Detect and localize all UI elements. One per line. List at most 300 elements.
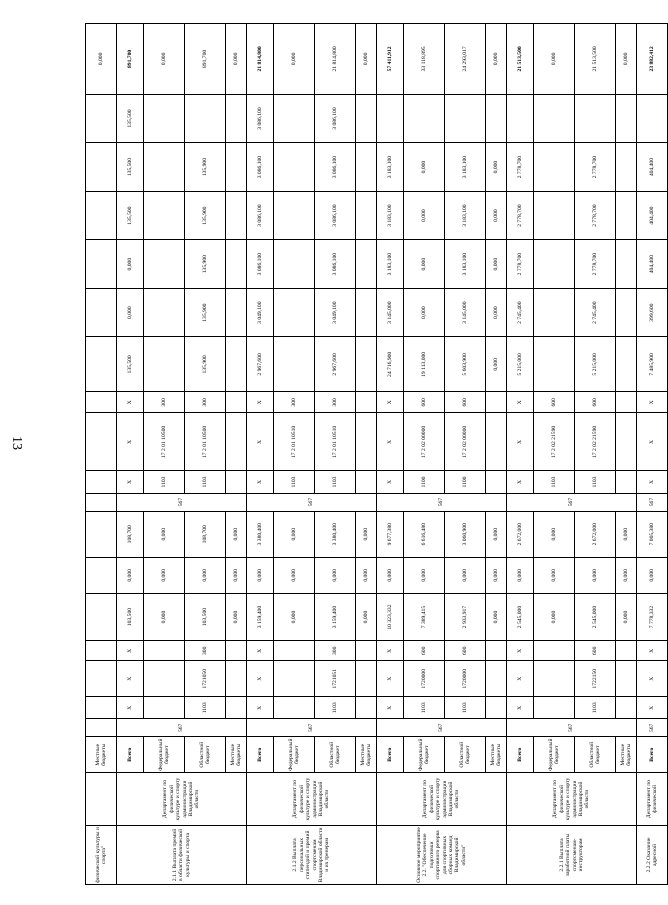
value-cell: X: [637, 697, 668, 719]
value-cell: 1103: [315, 697, 356, 719]
value-cell: 600: [445, 641, 486, 661]
value-cell: 5 215,000: [575, 337, 616, 392]
value-cell: 135,900: [185, 240, 226, 289]
value-cell: X: [117, 471, 144, 493]
value-cell: 108,700: [117, 511, 144, 557]
value-cell: [226, 240, 247, 289]
value-cell: [616, 413, 637, 471]
value-cell: [534, 661, 575, 697]
value-cell: [616, 191, 637, 240]
value-cell: X: [247, 392, 274, 413]
value-cell: 1103: [404, 697, 445, 719]
budget-table: [85, 23, 668, 885]
value-cell: 6 616,480: [404, 511, 445, 557]
value-cell: [226, 288, 247, 337]
value-cell: [616, 471, 637, 493]
value-cell: 0,000: [445, 557, 486, 593]
grbs-cell: 567: [247, 719, 377, 737]
activity-name-cell: 2.2.2 Оказание адресной: [637, 825, 668, 884]
value-cell: [185, 94, 226, 143]
value-cell: [356, 413, 377, 471]
value-cell: 2 672,000: [507, 511, 534, 557]
value-cell: [274, 641, 315, 661]
responsible-cell: Департамент по физической культуре и спорту администрации Владимирской области: [117, 773, 247, 826]
value-cell: 600: [575, 641, 616, 661]
table-row: [575, 24, 616, 885]
value-cell: [616, 697, 637, 719]
value-cell: 0,000: [404, 191, 445, 240]
value-cell: 108,700: [185, 511, 226, 557]
value-cell: 2 672,000: [575, 511, 616, 557]
value-cell: [86, 557, 117, 593]
value-cell: 3 086,100: [247, 143, 274, 192]
value-cell: [616, 288, 637, 337]
value-cell: 0,000: [404, 288, 445, 337]
value-cell: 0,000: [616, 557, 637, 593]
value-cell: [274, 191, 315, 240]
value-cell: 1722150: [575, 661, 616, 697]
grbs-cell: 567: [637, 719, 668, 737]
value-cell: 300: [315, 641, 356, 661]
value-cell: 891,700: [185, 24, 226, 95]
value-cell: 103,500: [117, 593, 144, 640]
value-cell: [86, 697, 117, 719]
value-cell: [356, 641, 377, 661]
value-cell: [86, 471, 117, 493]
value-cell: 135,500: [117, 94, 144, 143]
value-cell: [534, 240, 575, 289]
value-cell: 300: [185, 392, 226, 413]
value-cell: X: [637, 661, 668, 697]
value-cell: 3 380,400: [315, 511, 356, 557]
value-cell: 0,000: [356, 557, 377, 593]
table-body: [86, 24, 668, 885]
value-cell: 17 2 02 21590: [575, 413, 616, 471]
value-cell: [534, 94, 575, 143]
value-cell: [144, 288, 185, 337]
value-cell: [144, 661, 185, 697]
value-cell: [226, 661, 247, 697]
table-row: [226, 24, 247, 885]
value-cell: 0,000: [226, 557, 247, 593]
value-cell: 2 967,600: [315, 337, 356, 392]
value-cell: 0,000: [616, 511, 637, 557]
value-cell: [86, 641, 117, 661]
value-cell: [226, 413, 247, 471]
value-cell: 1103: [575, 471, 616, 493]
value-cell: X: [247, 641, 274, 661]
value-cell: X: [117, 697, 144, 719]
value-cell: [616, 392, 637, 413]
value-cell: 0,000: [226, 511, 247, 557]
value-cell: 1103: [185, 471, 226, 493]
value-cell: X: [507, 392, 534, 413]
value-cell: 3 183,100: [377, 143, 404, 192]
table-row: [144, 24, 185, 885]
value-cell: [534, 641, 575, 661]
value-cell: [274, 697, 315, 719]
value-cell: X: [247, 471, 274, 493]
value-cell: 0,000: [507, 557, 534, 593]
value-cell: [486, 641, 507, 661]
value-cell: [144, 337, 185, 392]
value-cell: X: [637, 392, 668, 413]
value-cell: 0,000: [356, 593, 377, 640]
value-cell: 0,000: [486, 240, 507, 289]
value-cell: 21 814,800: [247, 24, 274, 95]
value-cell: 1103: [445, 697, 486, 719]
value-cell: 600: [404, 392, 445, 413]
value-cell: [486, 94, 507, 143]
value-cell: 891,700: [117, 24, 144, 95]
value-cell: X: [637, 471, 668, 493]
value-cell: 17 2 01 10500: [144, 413, 185, 471]
grbs-cell: [86, 493, 117, 511]
value-cell: 2 545,000: [507, 593, 534, 640]
value-cell: [226, 337, 247, 392]
value-cell: [144, 697, 185, 719]
grbs-cell: 567: [117, 719, 247, 737]
budget-source-cell: Федеральный бюджет: [274, 737, 315, 773]
table-row: [534, 24, 575, 885]
budget-source-cell: Местные бюджеты: [226, 737, 247, 773]
value-cell: [274, 143, 315, 192]
value-cell: [616, 143, 637, 192]
table-row: [486, 24, 507, 885]
budget-source-cell: Областной бюджет: [315, 737, 356, 773]
value-cell: 3 049,100: [247, 288, 274, 337]
value-cell: 21 513,500: [507, 24, 534, 95]
value-cell: 3 145,000: [377, 288, 404, 337]
value-cell: 1100: [404, 471, 445, 493]
value-cell: X: [117, 661, 144, 697]
value-cell: 0,000: [117, 240, 144, 289]
value-cell: 600: [575, 392, 616, 413]
value-cell: 1720000: [404, 661, 445, 697]
value-cell: 17 2 01 10510: [315, 413, 356, 471]
value-cell: 57 411,912: [377, 24, 404, 95]
value-cell: X: [247, 413, 274, 471]
table-row: [637, 24, 668, 885]
budget-source-cell: Всего: [507, 737, 534, 773]
value-cell: 0,000: [534, 557, 575, 593]
value-cell: 3 086,100: [315, 191, 356, 240]
value-cell: X: [117, 413, 144, 471]
value-cell: [86, 661, 117, 697]
table-row: [247, 24, 274, 885]
budget-source-cell: Местные бюджеты: [486, 737, 507, 773]
value-cell: 3 086,100: [247, 94, 274, 143]
value-cell: [144, 143, 185, 192]
value-cell: 2 778,700: [575, 191, 616, 240]
value-cell: 0,000: [356, 24, 377, 95]
value-cell: [274, 661, 315, 697]
value-cell: [144, 94, 185, 143]
value-cell: 0,000: [637, 557, 668, 593]
grbs-cell: 567: [507, 493, 637, 511]
responsible-cell: Департамент по физической: [637, 773, 668, 826]
page-number: 13: [9, 436, 24, 450]
value-cell: [86, 94, 117, 143]
value-cell: 1103: [144, 471, 185, 493]
value-cell: 0,000: [404, 240, 445, 289]
value-cell: 300: [315, 392, 356, 413]
value-cell: 1103: [274, 471, 315, 493]
value-cell: 0,000: [226, 24, 247, 95]
budget-source-cell: Областной бюджет: [185, 737, 226, 773]
value-cell: 0,000: [616, 593, 637, 640]
value-cell: 7 778,332: [637, 593, 668, 640]
budget-source-cell: Всего: [377, 737, 404, 773]
value-cell: [616, 661, 637, 697]
value-cell: [534, 191, 575, 240]
value-cell: X: [377, 661, 404, 697]
value-cell: 33 118,895: [404, 24, 445, 95]
value-cell: 3 159,400: [315, 593, 356, 640]
value-cell: 3 380,400: [247, 511, 274, 557]
value-cell: X: [507, 661, 534, 697]
value-cell: [534, 143, 575, 192]
table-row: [185, 24, 226, 885]
value-cell: X: [377, 471, 404, 493]
value-cell: 2 967,600: [247, 337, 274, 392]
value-cell: [86, 337, 117, 392]
value-cell: [356, 337, 377, 392]
value-cell: 300: [144, 392, 185, 413]
value-cell: 3 159,400: [247, 593, 274, 640]
value-cell: [356, 288, 377, 337]
value-cell: 600: [445, 392, 486, 413]
table-row: [404, 24, 445, 885]
value-cell: [486, 697, 507, 719]
value-cell: X: [507, 471, 534, 493]
value-cell: 404,400: [637, 143, 668, 192]
grbs-cell: 567: [377, 719, 507, 737]
value-cell: 300: [274, 392, 315, 413]
value-cell: 2 778,700: [507, 143, 534, 192]
value-cell: 7 005,380: [637, 511, 668, 557]
budget-source-cell: Местные бюджеты: [86, 737, 117, 773]
grbs-cell: [86, 719, 117, 737]
activity-name-cell: 2.1.2 Выплата персональных стипендий и премий спортсменам Владимирской области и их тренерам: [247, 825, 377, 884]
value-cell: 0,000: [404, 143, 445, 192]
value-cell: 0,000: [274, 593, 315, 640]
value-cell: 0,000: [185, 557, 226, 593]
value-cell: 600: [404, 641, 445, 661]
value-cell: X: [377, 697, 404, 719]
value-cell: 0,000: [616, 24, 637, 95]
value-cell: [507, 94, 534, 143]
value-cell: X: [637, 641, 668, 661]
responsible-cell: Департамент по физической культуре и спорту администрации Владимирской области: [377, 773, 507, 826]
value-cell: 3 060,900: [445, 511, 486, 557]
value-cell: 404,400: [637, 240, 668, 289]
value-cell: 7 485,900: [637, 337, 668, 392]
value-cell: 2 778,700: [575, 240, 616, 289]
value-cell: [144, 641, 185, 661]
value-cell: [637, 94, 668, 143]
value-cell: [226, 191, 247, 240]
value-cell: 0,000: [534, 593, 575, 640]
value-cell: [226, 392, 247, 413]
value-cell: 0,000: [486, 288, 507, 337]
value-cell: [86, 593, 117, 640]
budget-source-cell: Всего: [247, 737, 274, 773]
value-cell: [486, 413, 507, 471]
value-cell: [144, 191, 185, 240]
value-cell: 3 086,100: [315, 94, 356, 143]
grbs-cell: 567: [247, 493, 377, 511]
value-cell: X: [377, 413, 404, 471]
value-cell: 3 183,100: [445, 143, 486, 192]
value-cell: [86, 288, 117, 337]
value-cell: 600: [534, 392, 575, 413]
responsible-cell: Департамент по физической культуре и спорту администрации Владимирской области: [507, 773, 637, 826]
value-cell: 1720000: [445, 661, 486, 697]
value-cell: [356, 191, 377, 240]
value-cell: [356, 471, 377, 493]
value-cell: [616, 94, 637, 143]
value-cell: 0,000: [144, 593, 185, 640]
table-row: [507, 24, 534, 885]
value-cell: 0,000: [486, 24, 507, 95]
value-cell: 399,600: [637, 288, 668, 337]
value-cell: 7 389,415: [404, 593, 445, 640]
budget-source-cell: Областной бюджет: [575, 737, 616, 773]
value-cell: 0,000: [404, 557, 445, 593]
value-cell: [534, 288, 575, 337]
value-cell: 103,500: [185, 593, 226, 640]
value-cell: 24 293,017: [445, 24, 486, 95]
value-cell: 0,000: [534, 511, 575, 557]
value-cell: [486, 392, 507, 413]
value-cell: X: [507, 641, 534, 661]
value-cell: 135,900: [185, 143, 226, 192]
value-cell: 300: [185, 641, 226, 661]
value-cell: 0,000: [226, 593, 247, 640]
table-row: [315, 24, 356, 885]
value-cell: 1721051: [315, 661, 356, 697]
value-cell: [226, 94, 247, 143]
value-cell: 2 933,917: [445, 593, 486, 640]
value-cell: 3 183,100: [445, 240, 486, 289]
value-cell: 0,000: [486, 191, 507, 240]
value-cell: 10 323,332: [377, 593, 404, 640]
table-row: [274, 24, 315, 885]
value-cell: 19 113,000: [404, 337, 445, 392]
value-cell: 135,500: [117, 337, 144, 392]
value-cell: [356, 94, 377, 143]
value-cell: 0,000: [144, 557, 185, 593]
value-cell: 5 603,900: [445, 337, 486, 392]
value-cell: 1100: [445, 471, 486, 493]
value-cell: 0,000: [247, 557, 274, 593]
value-cell: 0,000: [315, 557, 356, 593]
value-cell: 0,000: [377, 557, 404, 593]
value-cell: [274, 337, 315, 392]
value-cell: [226, 697, 247, 719]
grbs-cell: 567: [377, 493, 507, 511]
value-cell: [86, 413, 117, 471]
value-cell: [356, 143, 377, 192]
responsible-cell: Департамент по физической культуре и спорту администрации Владимирской области: [247, 773, 377, 826]
value-cell: 0,000: [144, 511, 185, 557]
responsible-cell: [86, 773, 117, 826]
budget-source-cell: Федеральный бюджет: [534, 737, 575, 773]
value-cell: 1721050: [185, 661, 226, 697]
value-cell: 0,000: [117, 288, 144, 337]
value-cell: 0,000: [486, 337, 507, 392]
activity-name-cell: Основное мероприятие 2.2. "Обеспечение подготовки спортивного резерва для спортивных сборных команд Владимирской области": [377, 825, 507, 884]
value-cell: [86, 191, 117, 240]
value-cell: X: [507, 413, 534, 471]
value-cell: [377, 94, 404, 143]
value-cell: [486, 661, 507, 697]
value-cell: 135,900: [185, 288, 226, 337]
value-cell: 24 716,900: [377, 337, 404, 392]
value-cell: 17 2 01 10510: [274, 413, 315, 471]
value-cell: 1103: [575, 697, 616, 719]
budget-source-cell: Всего: [637, 737, 668, 773]
value-cell: 0,000: [486, 557, 507, 593]
value-cell: X: [507, 697, 534, 719]
value-cell: 3 086,100: [315, 143, 356, 192]
value-cell: 135,500: [117, 191, 144, 240]
activity-name-cell: 2.1.1 Выплата премий в области физической культуры и спорта: [117, 825, 247, 884]
grbs-cell: 567: [117, 493, 247, 511]
value-cell: 1103: [315, 471, 356, 493]
activity-name-cell: физической культуры и спорта": [86, 825, 117, 884]
value-cell: 3 145,000: [445, 288, 486, 337]
table-row: [445, 24, 486, 885]
value-cell: [274, 94, 315, 143]
value-cell: [356, 240, 377, 289]
value-cell: [404, 94, 445, 143]
value-cell: 1103: [534, 471, 575, 493]
value-cell: X: [247, 661, 274, 697]
table-row: [356, 24, 377, 885]
value-cell: 0,000: [86, 24, 117, 95]
rotated-page-content: [85, 23, 658, 885]
value-cell: 2 745,400: [507, 288, 534, 337]
value-cell: 21 814,800: [315, 24, 356, 95]
budget-source-cell: Всего: [117, 737, 144, 773]
value-cell: 0,000: [486, 511, 507, 557]
value-cell: [226, 143, 247, 192]
value-cell: 0,000: [117, 557, 144, 593]
value-cell: 3 086,100: [247, 191, 274, 240]
budget-source-cell: Федеральный бюджет: [404, 737, 445, 773]
grbs-cell: 567: [637, 493, 668, 511]
value-cell: [356, 392, 377, 413]
value-cell: 0,000: [486, 143, 507, 192]
value-cell: 135,500: [117, 143, 144, 192]
value-cell: [274, 288, 315, 337]
value-cell: [616, 337, 637, 392]
value-cell: 3 183,100: [377, 191, 404, 240]
value-cell: [356, 661, 377, 697]
value-cell: 0,000: [486, 593, 507, 640]
value-cell: 135,900: [185, 191, 226, 240]
value-cell: [486, 471, 507, 493]
value-cell: [86, 392, 117, 413]
budget-source-cell: Областной бюджет: [445, 737, 486, 773]
value-cell: [356, 697, 377, 719]
value-cell: 3 183,100: [377, 240, 404, 289]
value-cell: 9 677,380: [377, 511, 404, 557]
value-cell: X: [637, 413, 668, 471]
value-cell: 0,000: [274, 557, 315, 593]
